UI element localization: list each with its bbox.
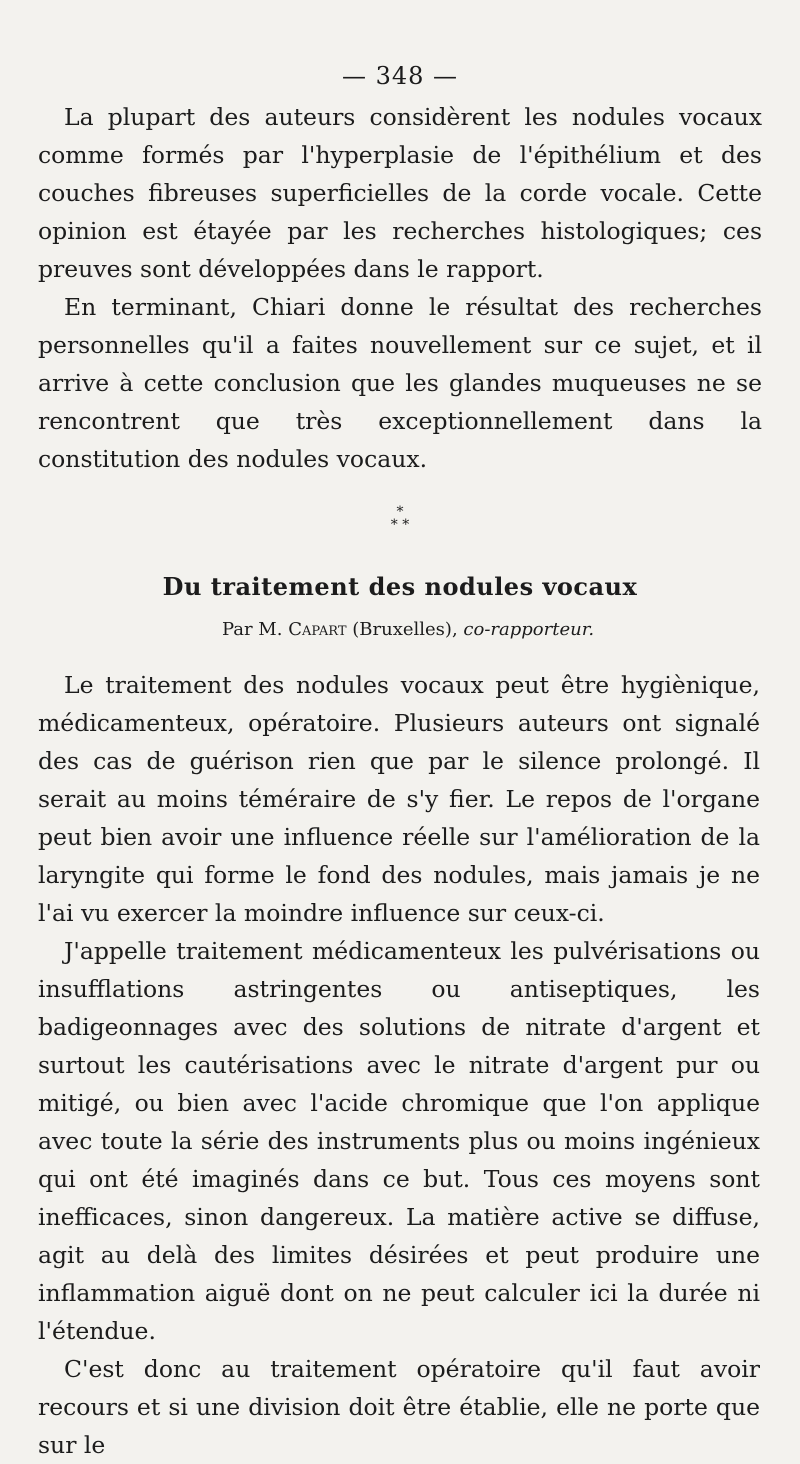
author-place: (Bruxelles), — [352, 619, 458, 640]
author-name: Capart — [288, 619, 347, 640]
paragraph: La plupart des auteurs considèrent les nodules vocaux comme formés par l'hyperplasie de l'épithélium et des couches fibreuses superficielles de la corde vocale. Cette opinion est étayée par les recherches histologiques; ces preuves sont développées dans le rapport. — [38, 103, 762, 283]
asterism-top: * — [396, 504, 404, 520]
section-body — [38, 666, 762, 1464]
paragraph: Le traitement des nodules vocaux peut être hygiènique, médicamenteux, opératoire. Plusieurs auteurs ont signalé des cas de guérison rien que par le silence prolongé. Il serait au moins téméraire de s'y fier. Le repos de l'organe peut bien avoir une influence réelle sur l'amélioration de la laryngite qui forme le fond des nodules, mais jamais je ne l'ai vu exercer la moindre influence sur ceux-ci. — [38, 671, 760, 927]
paragraph: En terminant, Chiari donne le résultat des recherches personnelles qu'il a faites nouvellement sur ce sujet, et il arrive à cette conclusion que les glandes muqueuses ne se rencontrent que très exceptionnellement dans la constitution des nodules vocaux. — [38, 293, 762, 473]
paragraph: J'appelle traitement médicamenteux les pulvérisations ou insufflations astringentes ou antiseptiques, les badigeonnages avec des solutions de nitrate d'argent et surtout les cautérisations avec le nitrate d'argent pur ou mitigé, ou bien avec l'acide chromique que l'on applique avec toute la série des instruments plus ou moins ingénieux qui ont été imaginés dans ce but. Tous ces moyens sont inefficaces, sinon dangereux. La matière active se diffuse, agit au delà des limites désirées et peut produire une inflammation aiguë dont on ne peut calculer ici la durée ni l'étendue. — [38, 937, 760, 1345]
author-role: co-rapporteur. — [463, 619, 595, 640]
paragraph: C'est donc au traitement opératoire qu'il faut avoir recours et si une division doit être établie, elle ne porte que sur le — [38, 1355, 760, 1459]
intro-text — [38, 98, 762, 478]
asterism-bottom: * * — [390, 517, 410, 533]
asterism-divider — [38, 506, 762, 532]
byline — [54, 619, 762, 640]
page-number: — 348 — — [341, 62, 459, 90]
byline-prefix: Par M. — [221, 619, 283, 640]
section-title: Du traitement des nodules vocaux — [162, 572, 638, 601]
